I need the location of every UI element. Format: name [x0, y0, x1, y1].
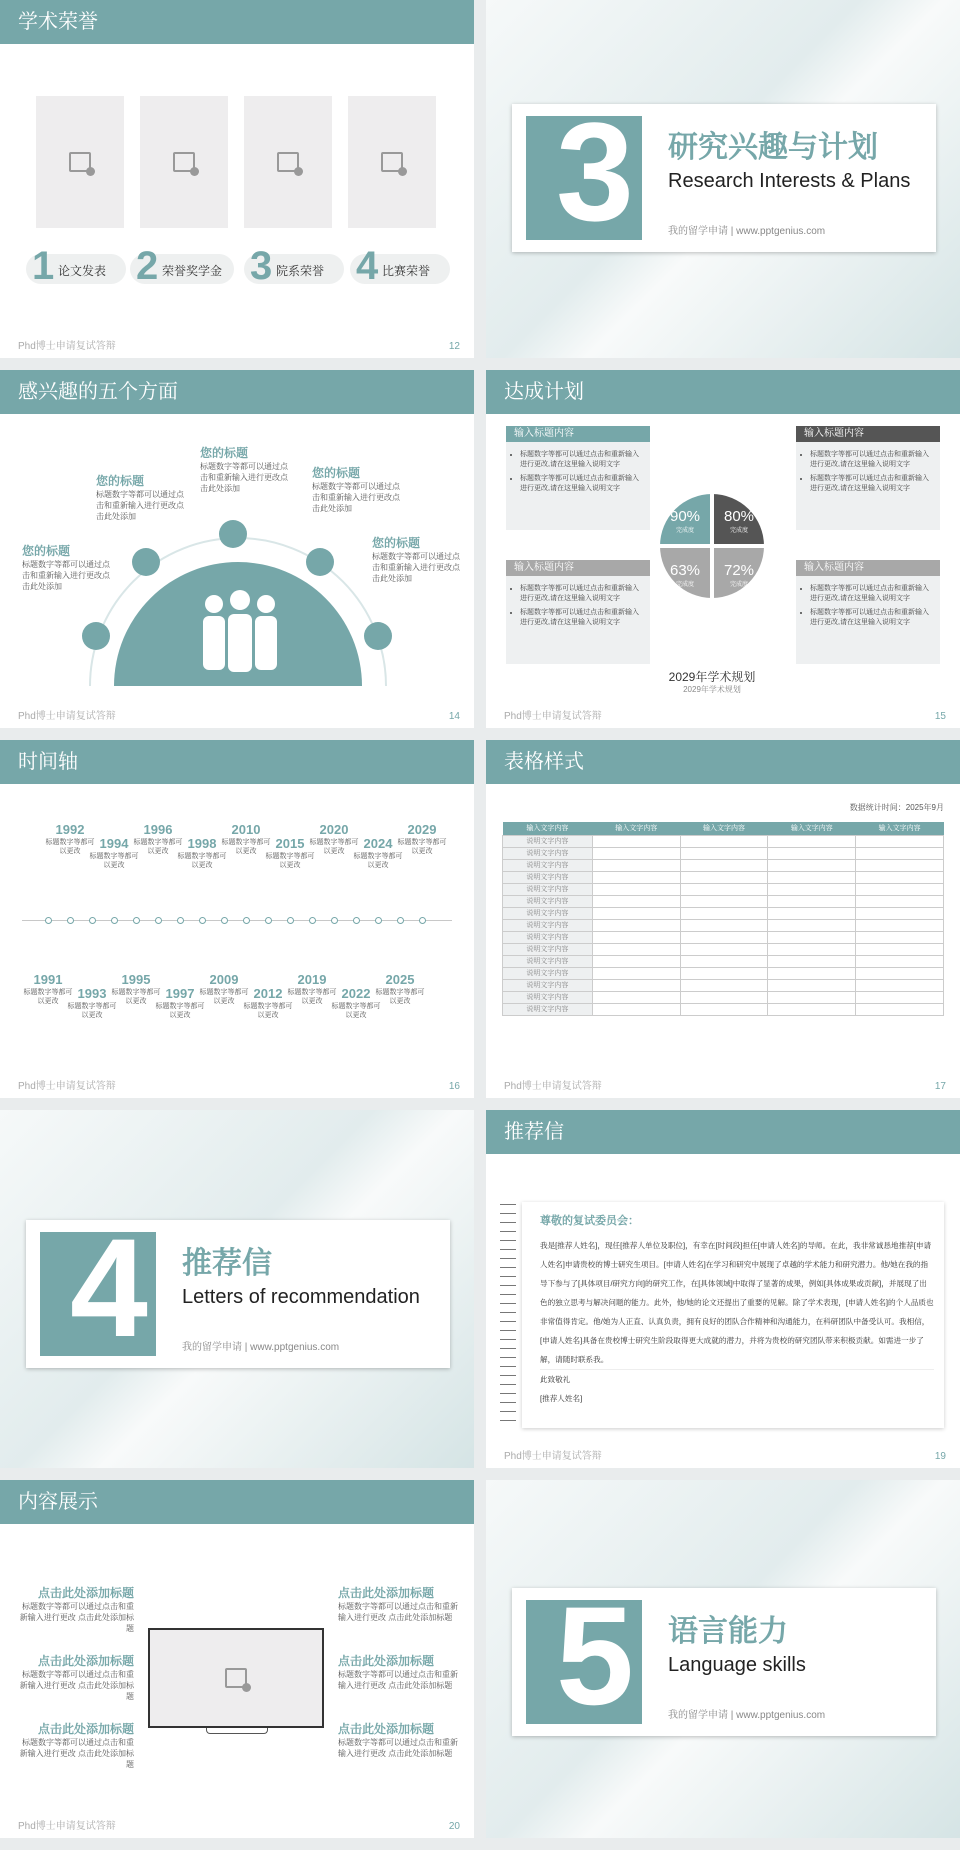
- section-number-block: 3: [526, 116, 642, 240]
- interest-item: 您的标题 标题数字等都可以通过点击和重新输入进行更改点击此处添加: [22, 544, 110, 591]
- table-row: 说明文字内容: [503, 859, 944, 871]
- page-number: 14: [448, 711, 460, 722]
- section-title-cn: 研究兴趣与计划: [668, 131, 878, 164]
- timeline-dot: [419, 917, 426, 924]
- footer-text: Phd博士申请复试答辩: [504, 1081, 602, 1092]
- image-icon: [381, 152, 403, 172]
- timeline-desc: 标题数字等都可以更改: [221, 839, 271, 855]
- image-placeholder[interactable]: [140, 96, 228, 228]
- page-number: 20: [448, 1821, 460, 1832]
- timeline-dot: [309, 917, 316, 924]
- letter-body: 我是[推荐人姓名]，现任[推荐人单位及职位]，有幸在[时间段]担任[申请人姓名]的导师。在此，我非常诚恳地推荐[申请人姓名]申请贵校的博士研究生项目。[申请人姓名]在学习和研究中展现了卓越的学术能力和研究潜力。他/她在我的指导下参与了[具体项目/研究方向]的研究工作，在[具体领域]中取得了显著的成果，例如[具体成果或贡献]，并展现了出色的独立思考与解决问题的能力。此外，他/她的论文还提出了重要的见解。除了学术表现，[申请人姓名]的个人品质也非常值得肯定。他/她为人正直、认真负责，拥有良好的团队合作精神和沟通能力，在科研团队中备受认可。我相信，[申请人姓名]具备在贵校博士研究生阶段取得更大成就的潜力，并将为贵校的研究团队带来积极贡献。如需进一步了解，请随时联系我。: [540, 1236, 934, 1370]
- timeline-desc: 标题数字等都可以更改: [177, 853, 227, 869]
- table-row: 说明文字内容: [503, 979, 944, 991]
- timeline-desc: 标题数字等都可以更改: [397, 839, 447, 855]
- timeline-year: 1996: [143, 822, 173, 837]
- section-title-en: Research Interests & Plans: [668, 170, 911, 192]
- image-placeholder[interactable]: [36, 96, 124, 228]
- footer-text: Phd博士申请复试答辩: [504, 1451, 602, 1462]
- content-item: 点击此处添加标题 标题数字等都可以通过点击和重新输入进行更改 点击此处添加标题: [19, 1586, 134, 1633]
- timeline-desc: 标题数字等都可以更改: [67, 1003, 117, 1019]
- timeline-dot: [375, 917, 382, 924]
- timeline-dot: [45, 917, 52, 924]
- table-row: 说明文字内容: [503, 907, 944, 919]
- timeline-dot: [111, 917, 118, 924]
- timeline-desc: 标题数字等都可以更改: [265, 853, 315, 869]
- timeline-dot: [243, 917, 250, 924]
- timeline-desc: 标题数字等都可以更改: [199, 989, 249, 1005]
- content-item: 点击此处添加标题 标题数字等都可以通过点击和重新输入进行更改 点击此处添加标题: [338, 1654, 458, 1690]
- timeline-dot: [199, 917, 206, 924]
- interest-item: 您的标题 标题数字等都可以通过点击和重新输入进行更改点击此处添加: [372, 536, 460, 583]
- honor-item: 2 荣誉奖学金: [130, 254, 234, 284]
- progress-circle: 90% 完成度 80% 完成度 63% 完成度 72% 完成度: [660, 494, 764, 598]
- timeline-dot: [397, 917, 404, 924]
- timeline-year: 2009: [209, 972, 239, 987]
- table-row: 说明文字内容: [503, 955, 944, 967]
- timeline-desc: 标题数字等都可以更改: [45, 839, 95, 855]
- table-row: 说明文字内容: [503, 967, 944, 979]
- timeline-year: 1994: [99, 836, 129, 851]
- timeline-desc: 标题数字等都可以更改: [111, 989, 161, 1005]
- timeline-desc: 标题数字等都可以更改: [287, 989, 337, 1005]
- timeline-desc: 标题数字等都可以更改: [155, 1003, 205, 1019]
- timeline-desc: 标题数字等都可以更改: [375, 989, 425, 1005]
- footer-text: Phd博士申请复试答辩: [504, 711, 602, 722]
- timeline-dot: [133, 917, 140, 924]
- timeline-desc: 标题数字等都可以更改: [243, 1003, 293, 1019]
- table-row: 说明文字内容: [503, 871, 944, 883]
- table-row: 说明文字内容: [503, 895, 944, 907]
- slide-title: 表格样式: [486, 740, 960, 784]
- honor-item: 3 院系荣誉: [244, 254, 344, 284]
- plan-card: 输入标题内容 • 标题数字等都可以通过点击和重新输入进行更改,请在这里输入说明文字 • 标题数字等都可以通过点击和重新输入进行更改,请在这里输入说明文字: [796, 560, 940, 664]
- notebook-rings: [500, 1204, 516, 1424]
- section-title-cn: 语言能力: [668, 1615, 788, 1648]
- footer-text: Phd博士申请复试答辩: [18, 341, 116, 352]
- content-item: 点击此处添加标题 标题数字等都可以通过点击和重新输入进行更改 点击此处添加标题: [19, 1654, 134, 1701]
- slide-content-display: [0, 1480, 474, 1838]
- timeline-dot: [265, 917, 272, 924]
- footer-text: Phd博士申请复试答辩: [18, 1821, 116, 1832]
- table-row: 说明文字内容: [503, 991, 944, 1003]
- table-row: 说明文字内容: [503, 1003, 944, 1015]
- image-icon: [69, 152, 91, 172]
- page-number: 15: [934, 711, 946, 722]
- table-row: 说明文字内容: [503, 931, 944, 943]
- letter-card: [522, 1202, 944, 1428]
- footer-text: Phd博士申请复试答辩: [18, 1081, 116, 1092]
- section-card: [512, 1588, 936, 1736]
- image-icon: [225, 1668, 247, 1688]
- timeline-axis: [22, 920, 452, 921]
- section-card: [512, 104, 936, 252]
- content-item: 点击此处添加标题 标题数字等都可以通过点击和重新输入进行更改 点击此处添加标题: [338, 1722, 458, 1758]
- timeline-year: 2022: [341, 986, 371, 1001]
- table-row: 说明文字内容: [503, 883, 944, 895]
- slide-table: [486, 740, 960, 1098]
- timeline-desc: 标题数字等都可以更改: [133, 839, 183, 855]
- section-url: 我的留学申请 | www.pptgenius.com: [668, 1710, 826, 1721]
- timeline-year: 1997: [165, 986, 195, 1001]
- plan-title: 2029年学术规划: [668, 670, 756, 684]
- plan-card: 输入标题内容 • 标题数字等都可以通过点击和重新输入进行更改,请在这里输入说明文字 • 标题数字等都可以通过点击和重新输入进行更改,请在这里输入说明文字: [506, 560, 650, 664]
- timeline-year: 1992: [55, 822, 85, 837]
- monitor-image-placeholder[interactable]: [148, 1628, 324, 1728]
- timeline-year: 2024: [363, 836, 393, 851]
- data-table: 输入文字内容 输入文字内容 输入文字内容 输入文字内容 输入文字内容 说明文字内容 说明文字内容 说明文字内容 说明文字内容 说明文字内容 说明文字内容 说明文字内容 说明文字内容 说明文字内容 说明文字内容 说明文字内容 说明文字内容 说明文字内容 说明文字内容 说明文字内容: [502, 822, 944, 1016]
- slide-plan: [486, 370, 960, 728]
- image-placeholder[interactable]: [244, 96, 332, 228]
- image-placeholder[interactable]: [348, 96, 436, 228]
- slide-section-3: [486, 0, 960, 358]
- slide-title: 内容展示: [0, 1480, 474, 1524]
- timeline-desc: 标题数字等都可以更改: [309, 839, 359, 855]
- content-item: 点击此处添加标题 标题数字等都可以通过点击和重新输入进行更改 点击此处添加标题: [19, 1722, 134, 1769]
- timeline-dot: [177, 917, 184, 924]
- slide-academic-honors: [0, 0, 474, 358]
- plan-card: 输入标题内容 • 标题数字等都可以通过点击和重新输入进行更改,请在这里输入说明文字 • 标题数字等都可以通过点击和重新输入进行更改,请在这里输入说明文字: [506, 426, 650, 530]
- content-item: 点击此处添加标题 标题数字等都可以通过点击和重新输入进行更改 点击此处添加标题: [338, 1586, 458, 1622]
- timeline-dot: [89, 917, 96, 924]
- slide-title: 达成计划: [486, 370, 960, 414]
- section-url: 我的留学申请 | www.pptgenius.com: [182, 1342, 340, 1353]
- plan-subtitle: 2029年学术规划: [683, 685, 741, 694]
- section-title-en: Language skills: [668, 1654, 806, 1676]
- timeline-year: 1991: [33, 972, 63, 987]
- timeline-dot: [155, 917, 162, 924]
- timeline-year: 2019: [297, 972, 327, 987]
- timeline-year: 2015: [275, 836, 305, 851]
- section-title-cn: 推荐信: [182, 1247, 272, 1280]
- slide-five-interests: [0, 370, 474, 728]
- timeline-desc: 标题数字等都可以更改: [331, 1003, 381, 1019]
- slide-title: 感兴趣的五个方面: [0, 370, 474, 414]
- section-number-block: 5: [526, 1600, 642, 1724]
- timeline-year: 2010: [231, 822, 261, 837]
- slide-title: 学术荣誉: [0, 0, 474, 44]
- table-row: 说明文字内容: [503, 835, 944, 847]
- section-number-block: 4: [40, 1232, 156, 1356]
- slide-title: 推荐信: [486, 1110, 960, 1154]
- letter-greeting: 尊敬的复试委员会：: [540, 1215, 639, 1227]
- slide-title: 时间轴: [0, 740, 474, 784]
- page-number: 17: [934, 1081, 946, 1092]
- interest-item: 您的标题 标题数字等都可以通过点击和重新输入进行更改点击此处添加: [96, 474, 184, 521]
- interest-item: 您的标题 标题数字等都可以通过点击和重新输入进行更改点击此处添加: [200, 446, 288, 493]
- section-url: 我的留学申请 | www.pptgenius.com: [668, 226, 826, 237]
- timeline-year: 2029: [407, 822, 437, 837]
- slide-recommendation: [486, 1110, 960, 1468]
- section-title-en: Letters of recommendation: [182, 1286, 420, 1308]
- letter-closing: 此致敬礼: [540, 1375, 571, 1384]
- timeline-desc: 标题数字等都可以更改: [353, 853, 403, 869]
- data-date: 数据统计时间：2025年9月: [849, 803, 944, 812]
- letter-signature: [推荐人姓名]: [540, 1394, 583, 1403]
- honor-item: 1 论文发表: [26, 254, 126, 284]
- timeline-desc: 标题数字等都可以更改: [23, 989, 73, 1005]
- footer-text: Phd博士申请复试答辩: [18, 711, 116, 722]
- interest-item: 您的标题 标题数字等都可以通过点击和重新输入进行更改点击此处添加: [312, 466, 400, 513]
- timeline-dot: [331, 917, 338, 924]
- slide-timeline: [0, 740, 474, 1098]
- image-icon: [173, 152, 195, 172]
- page-number: 12: [448, 341, 460, 352]
- page-number: 16: [448, 1081, 460, 1092]
- timeline-dot: [67, 917, 74, 924]
- timeline-year: 1998: [187, 836, 217, 851]
- timeline-dot: [287, 917, 294, 924]
- table-row: 说明文字内容: [503, 919, 944, 931]
- monitor-stand: [206, 1728, 268, 1734]
- timeline-year: 2012: [253, 986, 283, 1001]
- slide-section-4: [0, 1110, 474, 1468]
- timeline-year: 1993: [77, 986, 107, 1001]
- table-row: 说明文字内容: [503, 847, 944, 859]
- honor-item: 4 比赛荣誉: [350, 254, 450, 284]
- slide-section-5: [486, 1480, 960, 1838]
- timeline-year: 2025: [385, 972, 415, 987]
- timeline-dot: [353, 917, 360, 924]
- timeline-dot: [221, 917, 228, 924]
- plan-card: 输入标题内容 • 标题数字等都可以通过点击和重新输入进行更改,请在这里输入说明文字 • 标题数字等都可以通过点击和重新输入进行更改,请在这里输入说明文字: [796, 426, 940, 530]
- section-card: [26, 1220, 450, 1368]
- timeline-year: 2020: [319, 822, 349, 837]
- table-row: 说明文字内容: [503, 943, 944, 955]
- timeline-year: 1995: [121, 972, 151, 987]
- timeline-desc: 标题数字等都可以更改: [89, 853, 139, 869]
- image-icon: [277, 152, 299, 172]
- page-number: 19: [934, 1451, 946, 1462]
